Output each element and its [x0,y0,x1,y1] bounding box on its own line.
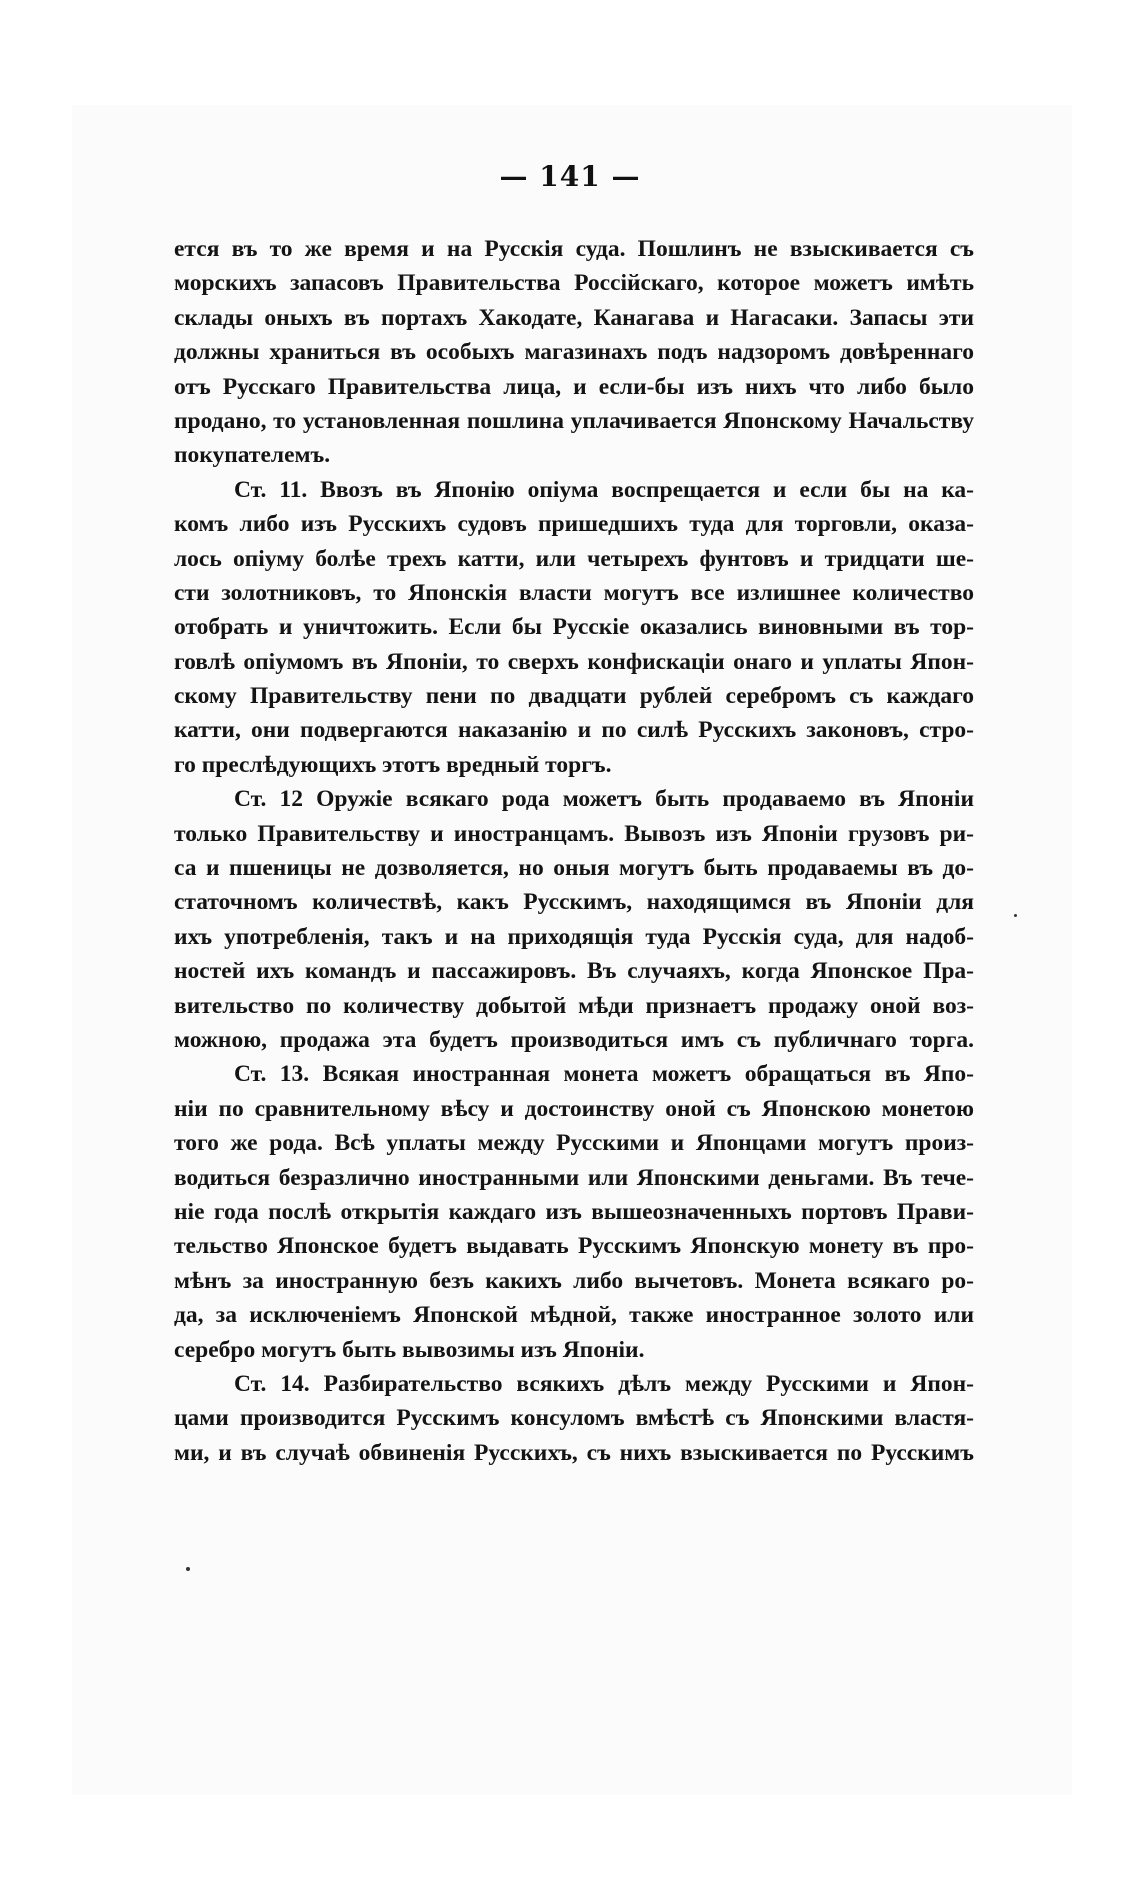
text-line: морскихъ запасовъ Правительства Россійскаго, которое можетъ имѣть [174,270,974,297]
article-14-start: Ст. 14. Разбирательство всякихъ дѣлъ между Русскими и Япон- [234,1370,974,1397]
text-line: ихъ употребленія, такъ и на приходящія туда Русскія суда, для надоб- [174,923,974,950]
text-line: серебро могутъ быть вывозимы изъ Японіи. [174,1336,645,1363]
text-line: да, за исключеніемъ Японской мѣдной, также иностранное золото или [174,1302,974,1329]
text-line: вительство по количеству добытой мѣди признаетъ продажу оной воз- [174,992,974,1019]
text-line: того же рода. Всѣ уплаты между Русскими и Японцами могутъ произ- [174,1130,974,1157]
text-line: покупателемъ. [174,442,331,469]
speck-mark [1014,914,1017,917]
text-line: цами производится Русскимъ консуломъ вмѣстѣ съ Японскими властя- [174,1405,974,1432]
text-line: ностей ихъ командъ и пассажировъ. Въ случаяхъ, когда Японское Пра- [174,958,974,985]
text-line: должны храниться въ особыхъ магазинахъ подъ надзоромъ довѣреннаго [174,339,974,366]
text-line: статочномъ количествѣ, какъ Русскимъ, находящимся въ Японіи для [174,889,974,916]
text-line: говлѣ опіумомъ въ Японіи, то сверхъ конфискаціи онаго и уплаты Япон- [174,648,974,675]
text-line: мѣнъ за иностранную безъ какихъ либо вычетовъ. Монета всякаго ро- [174,1267,974,1294]
article-13-start: Ст. 13. Всякая иностранная монета можетъ обращаться въ Япо- [234,1061,974,1088]
text-line: катти, они подвергаются наказанію и по силѣ Русскихъ законовъ, стро- [174,717,974,744]
text-line: ется въ то же время и на Русскія суда. Пошлинъ не взыскивается съ [174,236,974,262]
text-line: ніе года послѣ открытія каждаго изъ вышеозначенныхъ портовъ Прави- [174,1198,974,1225]
text-line: отобрать и уничтожить. Если бы Русскіе оказались виновными въ тор- [174,614,974,641]
text-line: продано, то установленная пошлина уплачивается Японскому Начальству [174,407,974,434]
page-number: — 141 — [499,160,641,193]
text-line: можною, продажа эта будетъ производиться имъ съ публичнаго торга. [174,1026,974,1053]
text-line: го преслѣдующихъ этотъ вредный торгъ. [174,751,612,778]
text-line: са и пшеницы не дозволяется, но оныя могутъ быть продаваемы въ до- [174,855,974,882]
article-11-start: Ст. 11. Ввозъ въ Японію опіума воспрещается и если бы на ка- [234,476,974,503]
text-line: ми, и въ случаѣ обвиненія Русскихъ, съ нихъ взыскивается по Русскимъ [174,1439,974,1466]
text-line: комъ либо изъ Русскихъ судовъ пришедшихъ туда для торговли, оказа- [174,511,974,538]
text-line: скому Правительству пени по двадцати рублей серебромъ съ каждаго [174,683,974,710]
text-line: сти золотниковъ, то Японскія власти могутъ все излишнее количество [174,579,974,606]
body-text [174,232,974,1470]
text-line: ніи по сравнительному вѣсу и достоинству оной съ Японскою монетою [174,1095,974,1122]
article-12-start: Ст. 12 Оружіе всякаго рода можетъ быть продаваемо въ Японіи [234,786,974,813]
text-line: только Правительству и иностранцамъ. Вывозъ изъ Японіи грузовъ ри- [174,820,974,847]
text-line: лось опіуму болѣе трехъ катти, или четырехъ фунтовъ и тридцати ше- [174,545,974,572]
text-line: отъ Русскаго Правительства лица, и если-бы изъ нихъ что либо было [174,373,974,400]
text-line: тельство Японское будетъ выдавать Русскимъ Японскую монету въ про- [174,1233,974,1260]
text-line: склады оныхъ въ портахъ Хакодате, Канагава и Нагасаки. Запасы эти [174,304,974,331]
speck-mark [186,1567,190,1571]
text-line: водиться безразлично иностранными или Японскими деньгами. Въ тече- [174,1164,974,1191]
